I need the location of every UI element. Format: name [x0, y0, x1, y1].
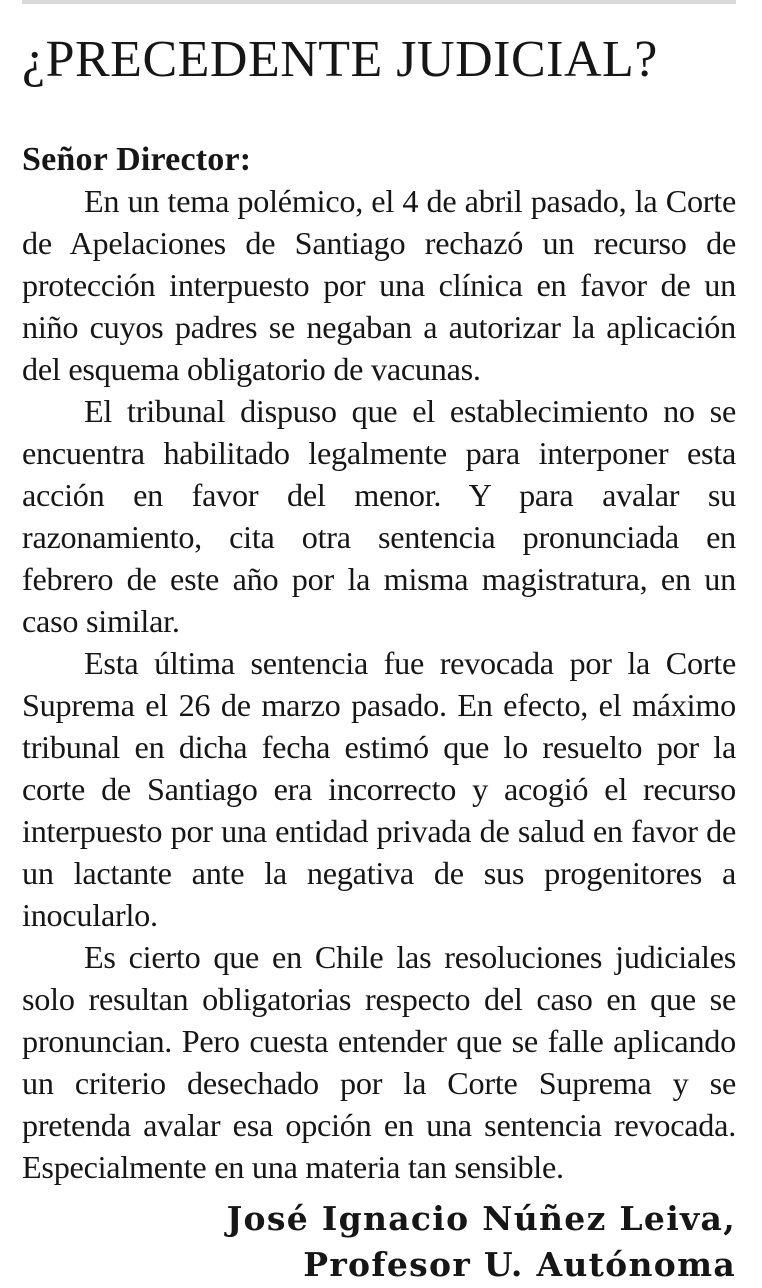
- letter-to-editor: [22, 22, 736, 1288]
- author-title: Profesor U. Autónoma: [303, 1245, 736, 1284]
- body-paragraph-2: El tribunal dispuso que el establecimiento no se encuentra habilitado legalmente para interponer esta acción en favor del menor. Y para avalar su razonamiento, cita otra sentencia pronunciada en febrero de este año por la misma magistratura, en un caso similar.: [22, 393, 736, 639]
- body-paragraph-4: Es cierto que en Chile las resoluciones judiciales solo resultan obligatorias respecto del caso en que se pronuncian. Pero cuesta entender que se falle aplicando un criterio desechado por la Corte Suprema y se pretenda avalar esa opción en una sentencia revocada. Especialmente en una materia tan sensible.: [22, 939, 736, 1185]
- signature-block: [22, 1196, 736, 1288]
- salutation: Señor Director:: [22, 141, 252, 178]
- body-paragraph-3: Esta última sentencia fue revocada por la Corte Suprema el 26 de marzo pasado. En efecto, el máximo tribunal en dicha fecha estimó que lo resuelto por la corte de Santiago era incorrecto y acogió el recurso interpuesto por una entidad privada de salud en favor de un lactante ante la negativa de sus progenitores a inocularlo.: [22, 645, 736, 933]
- top-divider: [22, 0, 736, 4]
- author-name: José Ignacio Núñez Leiva,: [226, 1199, 736, 1238]
- headline: ¿PRECEDENTE JUDICIAL?: [22, 31, 658, 88]
- body-paragraph-1: En un tema polémico, el 4 de abril pasado, la Corte de Apelaciones de Santiago rechazó un recurso de protección interpuesto por una clínica en favor de un niño cuyos padres se negaban a autorizar la aplicación del esquema obligatorio de vacunas.: [22, 183, 736, 387]
